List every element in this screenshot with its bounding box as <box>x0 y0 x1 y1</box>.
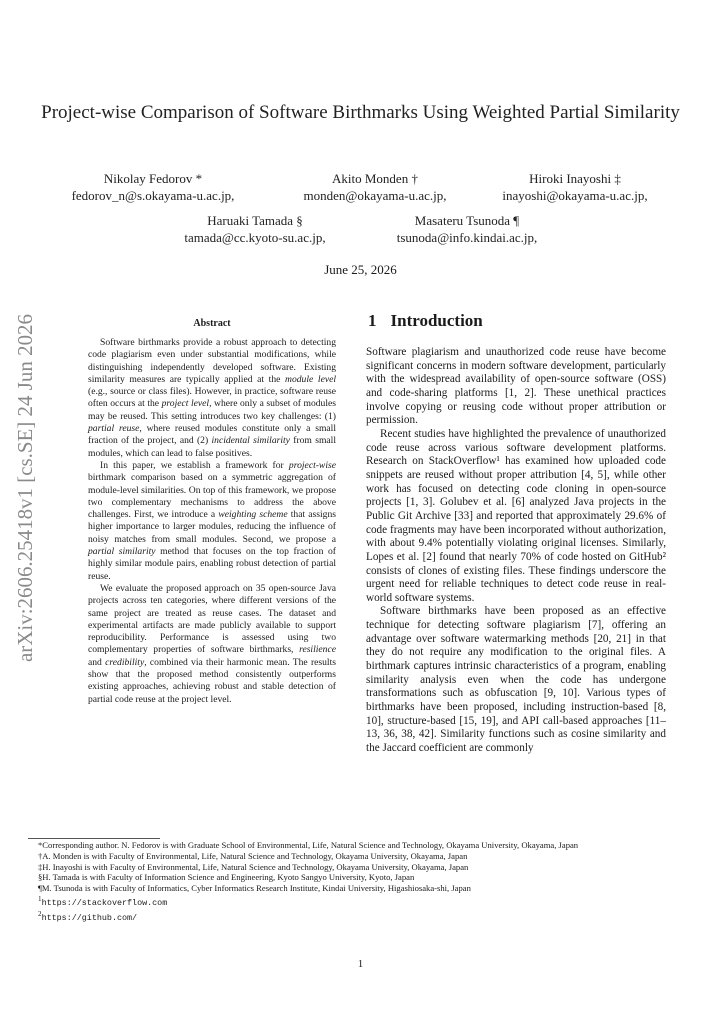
author-email: tsunoda@info.kindai.ac.jp, <box>396 230 538 245</box>
paper-title: Project-wise Comparison of Software Birthmarks Using Weighted Partial Similarity <box>41 102 680 123</box>
author-email: monden@okayama-u.ac.jp, <box>303 188 447 203</box>
footnote: *Corresponding author. N. Fedorov is with Graduate School of Environmental, Life, Natural Science and Technology, Okayama University, Okayama, Japan <box>38 840 579 850</box>
author-name: Akito Monden † <box>332 171 418 186</box>
intro-paragraph: Software birthmarks have been proposed as an effective technique for detecting software plagiarism [7], offering an advantage over software watermarking methods [20, 21] in that they do not require any modification to the original files. A birthmark captures intrinsic characteristics of a program, enabling similarity analysis even when the code has undergone transformations such as obfuscation [9, 10]. Various types of birthmarks have been proposed, including instruction-based [8, 10], structure-based [15, 19], and API call-based approaches [11–13, 36, 38, 42]. Similarity functions such as cosine similarity and the Jaccard coefficient are commonly <box>366 605 666 755</box>
author-entry <box>372 212 562 246</box>
section-title: Introduction <box>390 311 483 330</box>
footnote-link[interactable]: https://stackoverflow.com <box>41 897 168 908</box>
abstract-heading: Abstract <box>193 318 231 329</box>
arxiv-stamp-text: arXiv:2606.25418v1 [cs.SE] 24 Jun 2026 <box>13 313 37 662</box>
author-name: Hiroki Inayoshi ‡ <box>529 171 621 186</box>
section-number: 1 <box>368 311 377 330</box>
author-email: fedorov_n@s.okayama-u.ac.jp, <box>71 188 235 203</box>
author-name: Masateru Tsunoda ¶ <box>414 213 520 228</box>
intro-paragraph: Software plagiarism and unauthorized code reuse have become significant concerns in modern software development, particularly with the widespread availability of open-source software (OSS) and code-sharing platforms [1, 2]. These unethical practices involve copying or reusing code without proper attribution or permission. <box>366 346 666 427</box>
intro-paragraph: Recent studies have highlighted the prevalence of unauthorized code reuse across various software development platforms. Research on StackOverflow¹ has examined how uploaded code snippets are reused without proper attribution [4, 5], while other work has focused on detecting code cloning in open-source projects [1, 3]. Golubev et al. [6] analyzed Java projects in the Public Git Archive [33] and reported that approximately 29.6% of code fragments may have been incorporated without authorization, with about 9.4% potentially violating original licenses. Similarly, Lopes et al. [2] found that nearly 70% of code hosted on GitHub² consists of clones of existing files. These findings underscore the urgent need for reliable techniques to detect code reuse in real-world software systems. <box>366 427 666 604</box>
paper-date: June 25, 2026 <box>324 262 397 277</box>
arxiv-identifier-stamp <box>0 312 46 662</box>
footnotes <box>28 840 698 923</box>
author-entry <box>480 170 670 204</box>
author-name: Nikolay Fedorov * <box>103 171 203 186</box>
url-footnote: $^1$https://stackoverflow.com <box>38 894 168 908</box>
author-entry <box>280 170 470 204</box>
footnote: ¶M. Tsunoda is with Faculty of Informatics, Cyber Informatics Research Institute, Kindai University, Higashiosaka-shi, Japan <box>38 883 471 894</box>
page-number: 1 <box>357 958 364 970</box>
author-email: inayoshi@okayama-u.ac.jp, <box>502 188 648 203</box>
url-footnote: $^2$https://github.com/ <box>38 909 138 923</box>
footnote: §H. Tamada is with Faculty of Information Science and Engineering, Kyoto Sangyo University, Kyoto, Japan <box>38 872 415 883</box>
introduction-body <box>366 346 666 756</box>
abstract-paragraph: We evaluate the proposed approach on 35 open-source Java projects across ten categories, where different versions of the same project are treated as reuse cases. The dataset and experimental artifacts are made publicly available to support reproducibility. Performance is assessed using two complementary properties of software birthmarks, resilience and credibility, combined via their harmonic mean. The results show that the proposed method consistently outperforms existing approaches, achieving robust and stable detection of partial code reuse at the project level. <box>88 582 336 705</box>
author-name: Haruaki Tamada § <box>207 213 303 228</box>
abstract-paragraph: Software birthmarks provide a robust approach to detecting code plagiarism even under substantial modifications, while distinguishing independently developed software. Existing similarity measures are typically applied at the module level (e.g., source or class files). However, in practice, software reuse often occurs at the project level, where only a subset of modules may be reused. This setting introduces two key challenges: (1) partial reuse, where reused modules constitute only a small fraction of the project, and (2) incidental similarity from small modules, which can lead to false positives. <box>88 337 337 459</box>
abstract-body <box>88 337 336 706</box>
author-email: tamada@cc.kyoto-su.ac.jp, <box>184 230 326 245</box>
footnote-link[interactable]: https://github.com/ <box>41 912 138 923</box>
footnote-rule <box>28 838 160 839</box>
footnote: †A. Monden is with Faculty of Environmental, Life, Natural Science and Technology, Okayama University, Okayama, Japan <box>38 850 468 861</box>
author-entry <box>160 212 350 246</box>
section-heading-introduction <box>368 311 483 331</box>
author-entry <box>58 170 248 204</box>
abstract-paragraph: In this paper, we establish a framework for project-wise birthmark comparison based on a symmetric aggregation of module-level similarities. On top of this framework, we propose two complementary mechanisms to address the above challenges. First, we introduce a weighting scheme that assigns higher importance to larger modules, reducing the influence of noisy matches from small modules. Second, we propose a partial similarity method that focuses on the top fraction of highly similar module pairs, enabling robust detection of partial reuse. <box>88 459 336 582</box>
footnote: ‡H. Inayoshi is with Faculty of Environmental, Life, Natural Science and Technology, Okayama University, Okayama, Japan <box>38 861 469 872</box>
